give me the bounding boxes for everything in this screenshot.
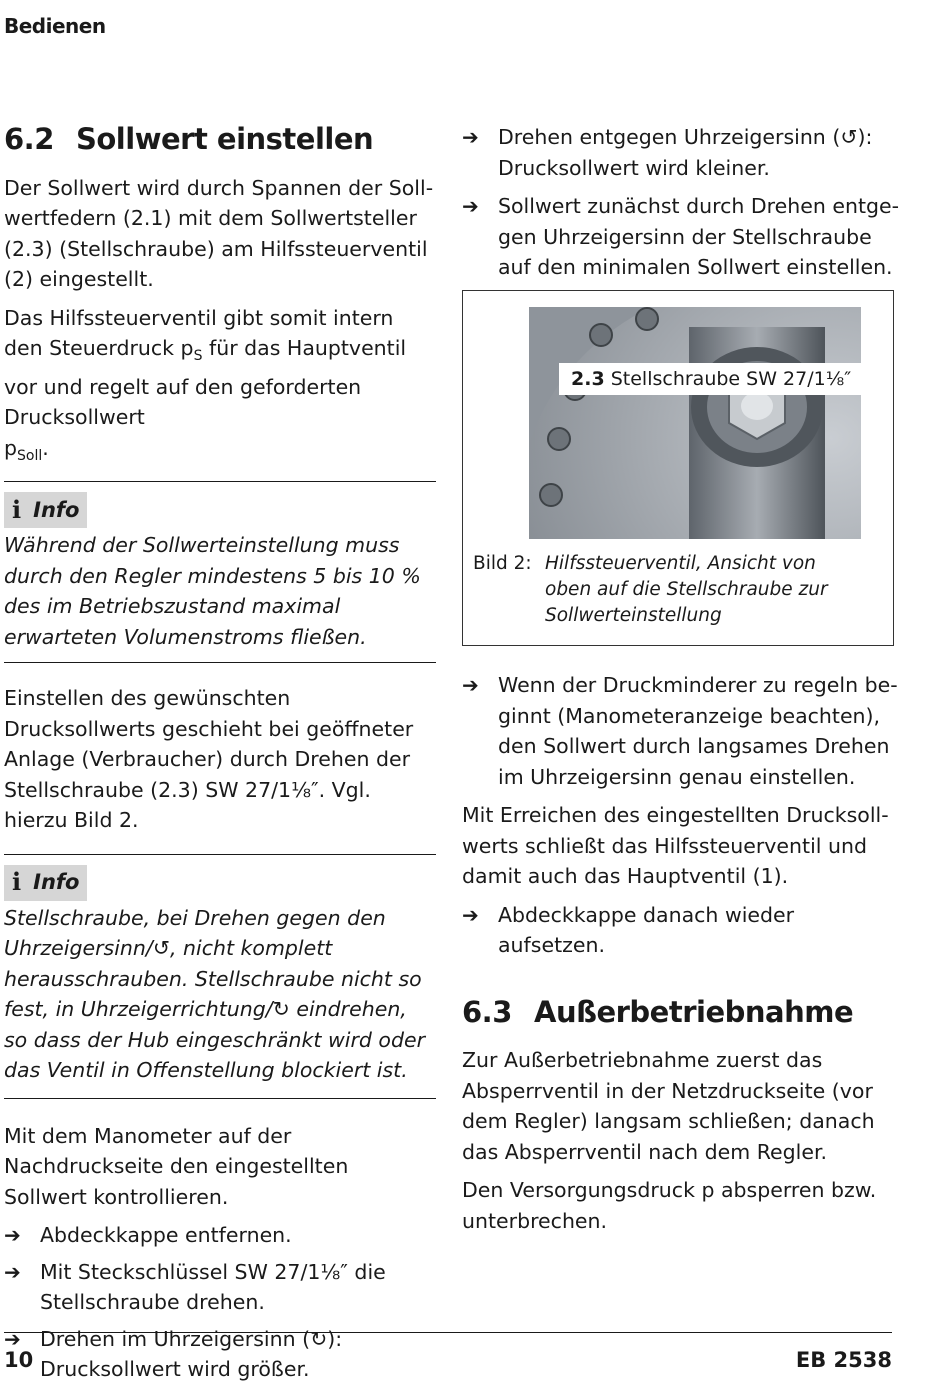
info-badge — [4, 865, 87, 901]
arrow-right-icon: ➔ — [462, 194, 479, 218]
step-item: ➔ Drehen entgegen Uhrzeigersinn (↺): Drucksollwert wird kleiner. — [462, 122, 902, 183]
paragraph-setpoint-intro: Der Sollwert wird durch Spannen der Sollwertfedern (2.1) mit dem Sollwertsteller (2.3) (Stellschraube) am Hilfssteuerventil (2) eingestellt. — [4, 175, 434, 291]
paragraph-supply-pressure: Den Versorgungsdruck p absperren bzw. unterbrechen. — [462, 1178, 877, 1233]
paragraph-adjust-setpoint: Einstellen des gewünschten Drucksollwerts geschieht bei geöffneter Anlage (Verbraucher) durch Drehen der Stellschraube (2.3) SW 27/1⅛″. Vgl. hierzu Bild 2. — [4, 686, 414, 833]
arrow-right-icon: ➔ — [462, 673, 479, 697]
paragraph-shutdown: Zur Außerbetriebnahme zuerst das Absperrventil in der Netzdruckseite (vor dem Regler) langsam schließen; danach das Absperrventil nach dem Regler. — [462, 1048, 875, 1164]
info-box-2 — [4, 865, 436, 1086]
section-title: Außerbetriebnahme — [534, 994, 854, 1029]
arrow-right-icon: ➔ — [462, 125, 479, 149]
page-number: 10 — [4, 1348, 34, 1372]
section-heading-6-2 — [4, 124, 436, 155]
info-badge — [4, 492, 87, 528]
arrow-right-icon: ➔ — [462, 902, 479, 927]
info-text-2: Stellschraube, bei Drehen gegen den Uhrzeigersinn/↺, nicht komplett herausschrauben. Stellschraube nicht so fest, in Uhrzeigerrichtung/↻ eindrehen, so dass der Hub eingeschränkt wird oder das Ventil in Offenstellung blockiert ist. — [4, 905, 425, 1083]
arrow-right-icon: ➔ — [4, 1259, 21, 1284]
right-column-top — [462, 122, 902, 283]
step-item: ➔ Sollwert zunächst durch Drehen entgegen Uhrzeigersinn der Stellschraube auf den minimalen Sollwert einstellen. — [462, 191, 902, 283]
info-label: Info — [33, 497, 80, 522]
figure-2 — [462, 290, 894, 646]
divider — [4, 1098, 436, 1099]
step-item: ➔ Abdeckkappe entfernen. — [4, 1220, 436, 1251]
step-item: ➔ Mit Steckschlüssel SW 27/1⅛″ die Stellschraube drehen. — [4, 1257, 436, 1318]
right-column-bottom — [462, 670, 902, 1236]
arrow-right-icon: ➔ — [4, 1326, 21, 1351]
document-id: EB 2538 — [795, 1348, 892, 1372]
step-item: ➔ Abdeckkappe danach wieder aufsetzen. — [462, 900, 902, 961]
callout-label: 2.3 Stellschraube SW 27/1⅛″ — [559, 363, 861, 395]
valve-photo — [529, 307, 861, 539]
footer-divider — [4, 1332, 892, 1333]
paragraph-valve-closes: Mit Erreichen des eingestellten Drucksollwerts schließt das Hilfssteuerventil und damit auch das Hauptventil (1). — [462, 803, 889, 888]
paragraph-control-pressure: Das Hilfssteuerventil gibt somit intern den Steuerdruck $p_S$ für das Hauptventil vor und regelt auf den geforderten Drucksollwert $p_{Soll}$. — [4, 305, 407, 464]
left-column — [4, 124, 436, 1385]
arrow-right-icon: ➔ — [4, 1223, 21, 1248]
info-text-1: Während der Sollwerteinstellung muss durch den Regler mindestens 5 bis 10 % des im Betriebszustand maximal erwarteten Volumenstroms fließen. — [4, 533, 421, 649]
step-item: ➔ Drehen im Uhrzeigersinn (↻): Drucksollwert wird größer. — [4, 1324, 436, 1385]
caption-text: Hilfssteuerventil, Ansicht von oben auf die Stellschraube zur Sollwerteinstellung — [545, 553, 828, 626]
section-title: Sollwert einstellen — [76, 122, 374, 156]
step-item: ➔ Wenn der Druckminderer zu regeln beginnt (Manometeranzeige beachten), den Sollwert durch langsames Drehen im Uhrzeigersinn genau einstellen. — [462, 670, 902, 792]
info-icon: i — [12, 867, 22, 897]
divider — [4, 662, 436, 663]
info-icon: i — [12, 494, 22, 524]
section-number: 6.2 — [4, 122, 54, 156]
info-box-1 — [4, 492, 436, 652]
caption-label: Bild 2: — [473, 553, 532, 574]
section-heading-6-3 — [462, 994, 902, 1029]
info-label: Info — [33, 870, 80, 895]
divider — [4, 854, 436, 855]
valve-illustration — [529, 307, 861, 539]
section-number: 6.3 — [462, 994, 512, 1029]
running-header: Bedienen — [4, 14, 106, 38]
paragraph-manometer: Mit dem Manometer auf der Nachdruckseite den eingestellten Sollwert kontrollieren. — [4, 1123, 349, 1209]
divider — [4, 481, 436, 482]
